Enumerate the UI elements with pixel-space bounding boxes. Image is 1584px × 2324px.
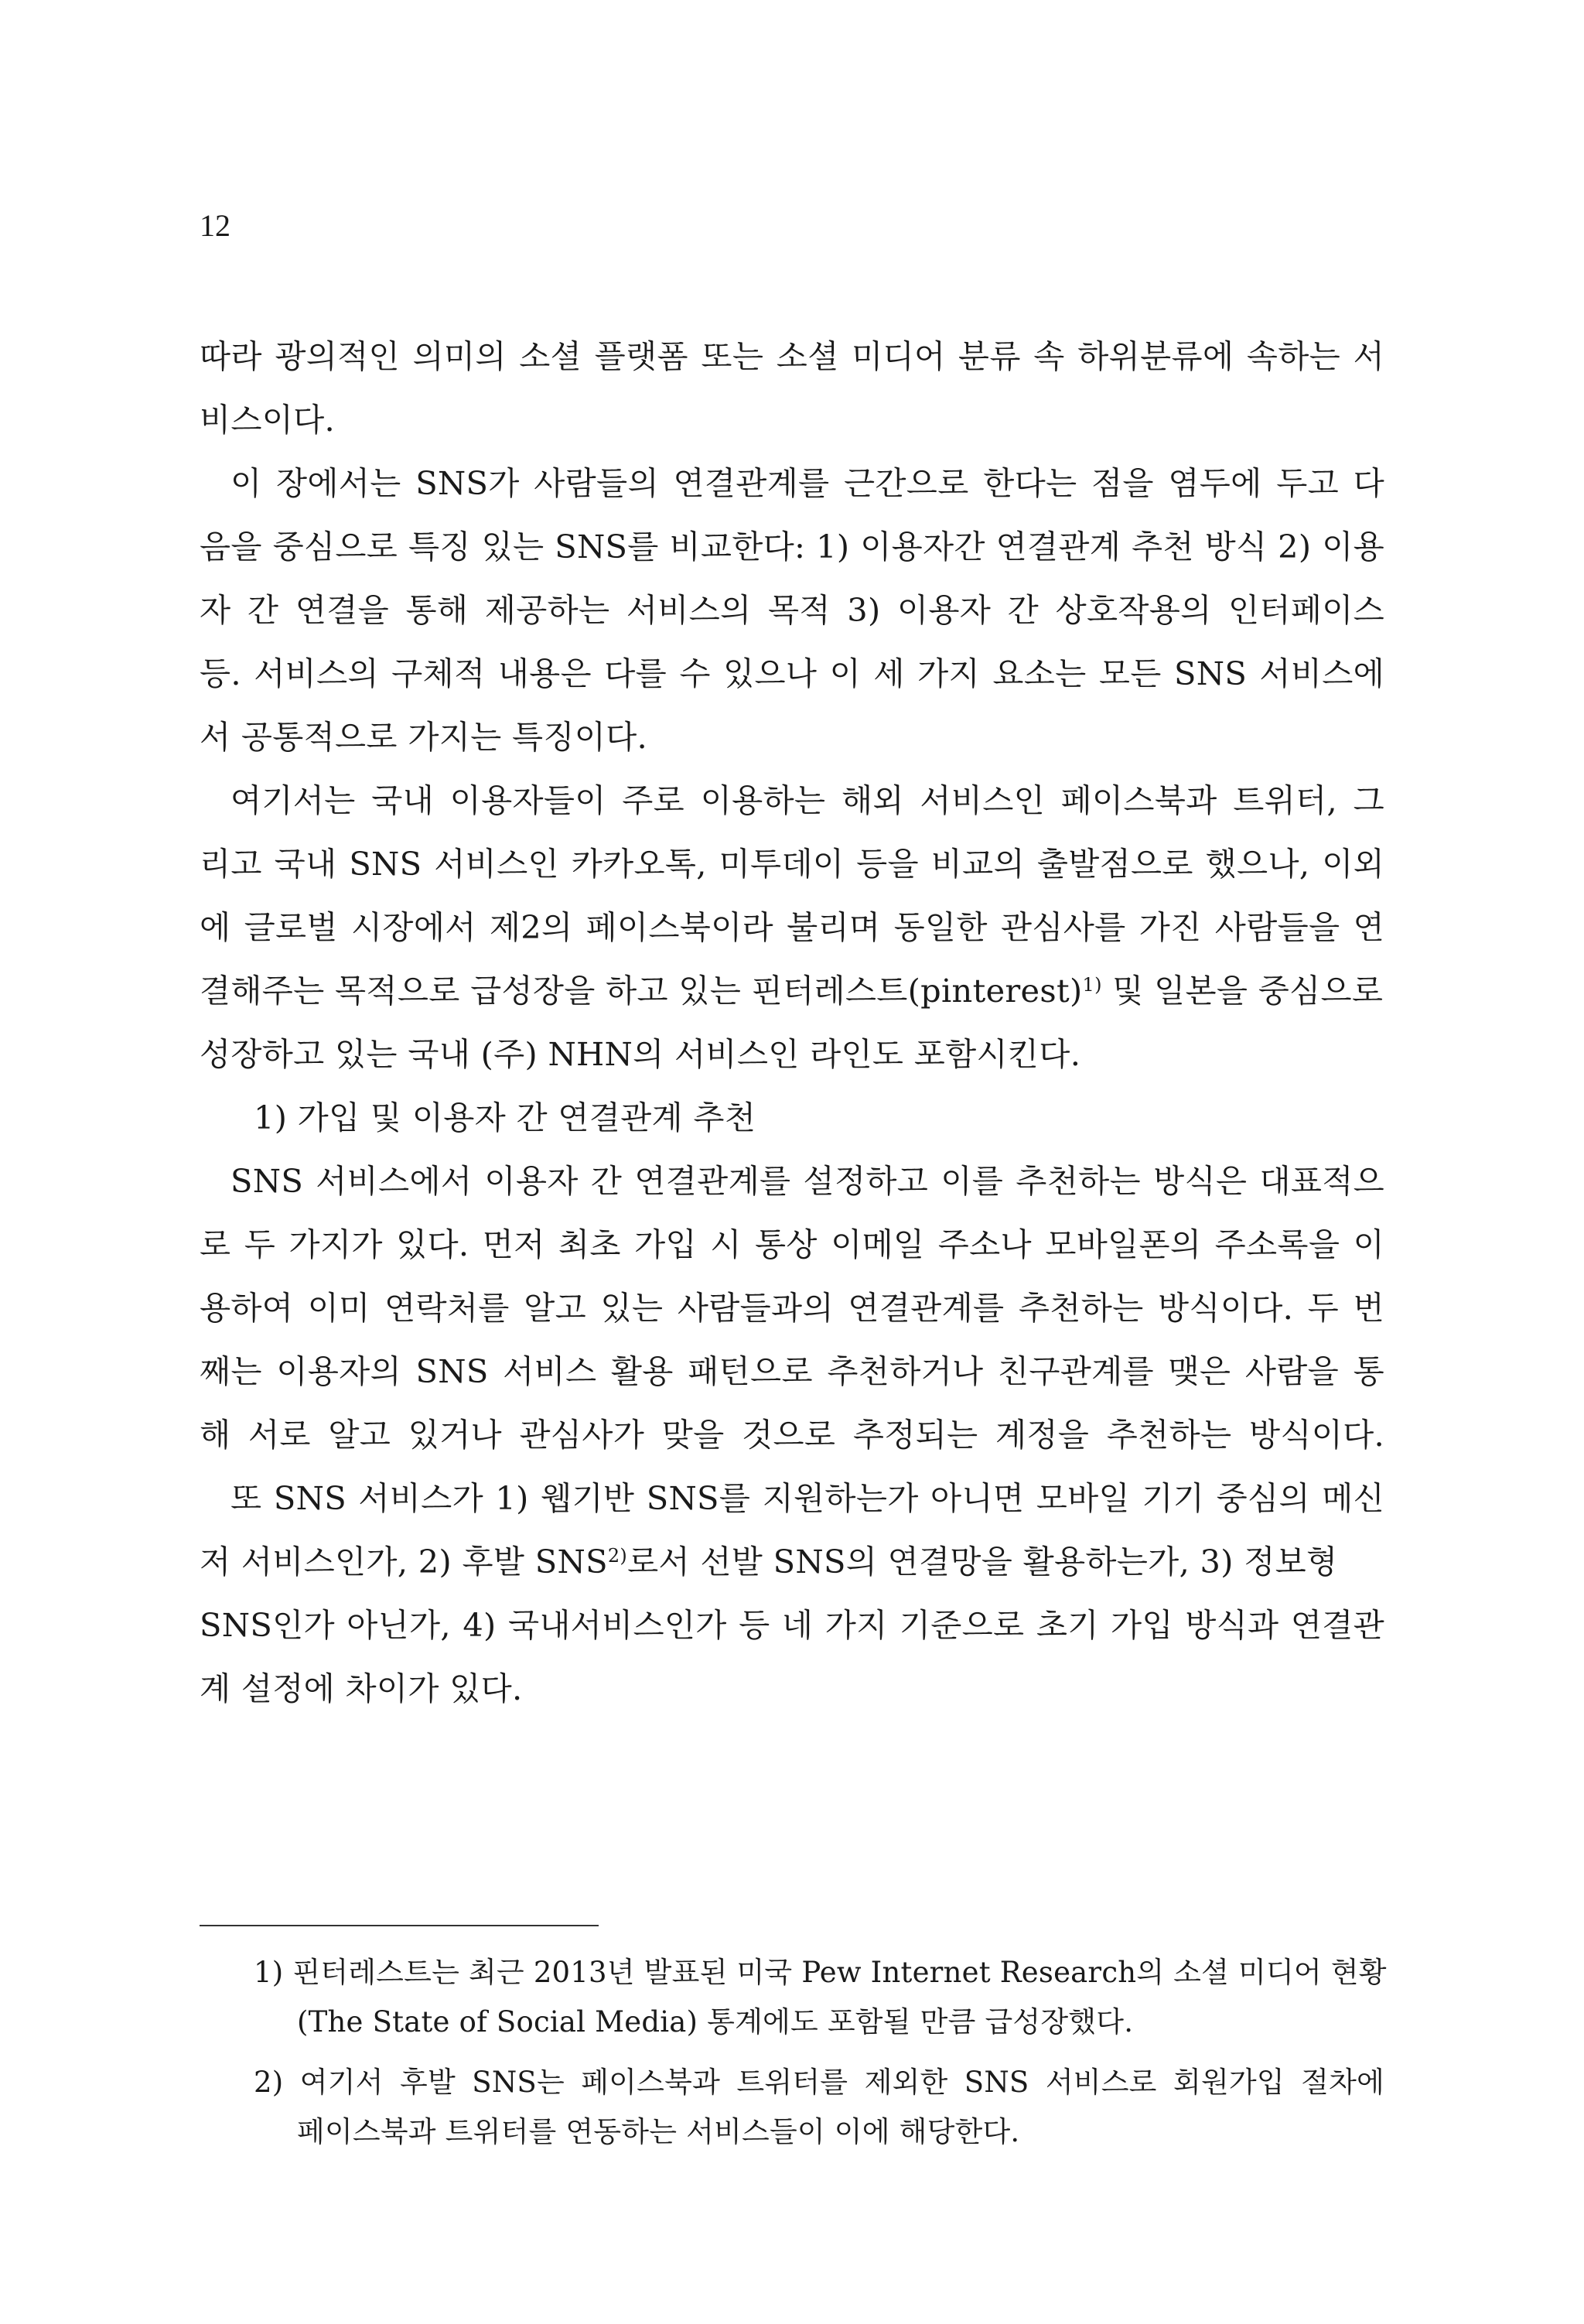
section-heading: 1) 가입 및 이용자 간 연결관계 추천: [254, 1099, 756, 1136]
text-line: SNS 서비스에서 이용자 간 연결관계를 설정하고 이를 추천하는 방식은 대표적으: [230, 1162, 1384, 1200]
text-line: 이 장에서는 SNS가 사람들의 연결관계를 근간으로 한다는 점을 염두에 두고 다: [230, 464, 1384, 502]
text-line: 등. 서비스의 구체적 내용은 다를 수 있으나 이 세 가지 요소는 모든 SNS 서비스에: [200, 654, 1384, 692]
footnote-2: [254, 2058, 1384, 2157]
footnote-line: [254, 2058, 1384, 2107]
footnote-line: 페이스북과 트위터를 연동하는 서비스들이 이에 해당한다.: [297, 2115, 1020, 2148]
footnote-marker: 1): [254, 1956, 284, 1989]
footnotes: [254, 1948, 1387, 2157]
text-line: 로 두 가지가 있다. 먼저 최초 가입 시 통상 이메일 주소나 모바일폰의 주소록을 이: [200, 1225, 1384, 1263]
text-line: [200, 1530, 1384, 1594]
text-line: 서 공통적으로 가지는 특징이다.: [200, 718, 648, 756]
text-line: 계 설정에 차이가 있다.: [200, 1670, 523, 1707]
text-segment: 결해주는 목적으로 급성장을 하고 있는 핀터레스트(pinterest): [200, 972, 1083, 1010]
text-line: 리고 국내 SNS 서비스인 카카오톡, 미투데이 등을 비교의 출발점으로 했으나, 이외: [200, 845, 1384, 883]
text-line: 성장하고 있는 국내 (주) NHN의 서비스인 라인도 포함시킨다.: [200, 1035, 1081, 1073]
footnote-marker: 2): [254, 2066, 284, 2099]
text-line: 째는 이용자의 SNS 서비스 활용 패턴으로 추천하거나 친구관계를 맺은 사람을 통: [200, 1352, 1384, 1390]
footnote-line: [254, 1948, 1387, 1998]
text-line: 여기서는 국내 이용자들이 주로 이용하는 해외 서비스인 페이스북과 트위터, 그: [230, 781, 1384, 819]
text-line: 또 SNS 서비스가 1) 웹기반 SNS를 지원하는가 아니면 모바일 기기 중심의 메신: [230, 1479, 1384, 1517]
text-line: 해 서로 알고 있거나 관심사가 맞을 것으로 추정되는 계정을 추천하는 방식이다.: [200, 1416, 1384, 1454]
text-line: 용하여 이미 연락처를 알고 있는 사람들과의 연결관계를 추천하는 방식이다. 두 번: [200, 1289, 1384, 1327]
footnote-text: 여기서 후발 SNS는 페이스북과 트위터를 제외한 SNS 서비스로 회원가입 절차에: [299, 2066, 1384, 2099]
text-line: SNS인가 아닌가, 4) 국내서비스인가 등 네 가지 기준으로 초기 가입 방식과 연결관: [200, 1606, 1384, 1644]
footnote-text: 핀터레스트는 최근 2013년 발표된 미국 Pew Internet Research의 소셜 미디어 현황: [292, 1956, 1387, 1989]
text-line: 따라 광의적인 의미의 소셜 플랫폼 또는 소셜 미디어 분류 속 하위분류에 속하는 서: [200, 337, 1384, 375]
text-segment: 로서 선발 SNS의 연결망을 활용하는가, 3) 정보형: [627, 1543, 1338, 1581]
page-number: 12: [200, 208, 230, 243]
footnote-divider: [200, 1925, 599, 1926]
text-line: 에 글로벌 시장에서 제2의 페이스북이라 불리며 동일한 관심사를 가진 사람들을 연: [200, 908, 1384, 946]
footnote-1: [254, 1948, 1387, 2047]
text-line: 자 간 연결을 통해 제공하는 서비스의 목적 3) 이용자 간 상호작용의 인터페이스: [200, 591, 1384, 629]
text-segment: 및 일본을 중심으로: [1101, 972, 1384, 1010]
text-line: [200, 959, 1384, 1023]
footnote-ref-1[interactable]: 1): [1082, 974, 1102, 996]
text-segment: 저 서비스인가, 2) 후발 SNS: [200, 1543, 608, 1581]
footnote-ref-2[interactable]: 2): [607, 1545, 628, 1567]
footnote-line: (The State of Social Media) 통계에도 포함될 만큼 급성장했다.: [297, 2005, 1134, 2039]
text-line: 음을 중심으로 특징 있는 SNS를 비교한다: 1) 이용자간 연결관계 추천 방식 2) 이용: [200, 528, 1384, 566]
body-text: [200, 325, 1384, 1721]
text-line: 비스이다.: [200, 401, 336, 439]
